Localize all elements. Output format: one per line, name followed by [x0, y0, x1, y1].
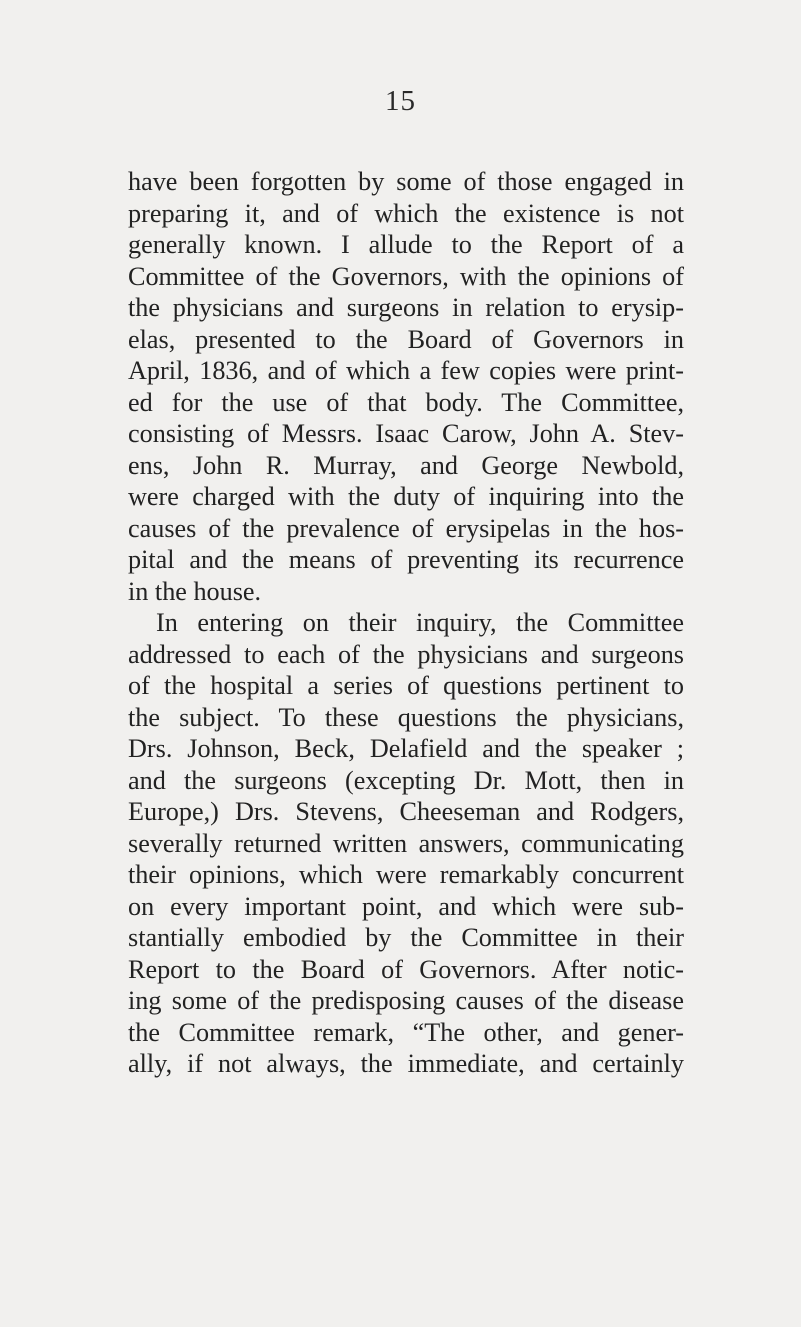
text-line: have been forgotten by some of those engaged in	[128, 167, 684, 196]
text-line: pital and the means of preventing its recurrence	[128, 545, 684, 574]
text-line: on every important point, and which were sub-	[128, 891, 684, 921]
text-line: elas, presented to the Board of Governors in	[128, 324, 684, 354]
text-line: Drs. Johnson, Beck, Delafield and the speaker ;	[128, 734, 684, 763]
text-line: April, 1836, and of which a few copies were print-	[128, 356, 684, 385]
text-line: their opinions, which were remarkably concurrent	[128, 860, 684, 889]
text-line: ally, if not always, the immediate, and certainly	[128, 1049, 684, 1078]
text-line: of the hospital a series of questions pertinent to	[128, 671, 684, 700]
text-line: ing some of the predisposing causes of the disease	[128, 986, 684, 1015]
text-line: preparing it, and of which the existence is not	[128, 198, 684, 228]
text-line: ens, John R. Murray, and George Newbold,	[128, 450, 684, 480]
text-line: and the surgeons (excepting Dr. Mott, then in	[128, 765, 684, 795]
page-number: 15	[385, 85, 416, 117]
text-line: the Committee remark, “The other, and gener-	[128, 1017, 684, 1047]
text-line: causes of the prevalence of erysipelas in the hos-	[128, 513, 684, 543]
text-line: consisting of Messrs. Isaac Carow, John A. Stev-	[128, 419, 684, 448]
text-line: Europe,) Drs. Stevens, Cheeseman and Rodgers,	[128, 797, 684, 826]
text-line: Report to the Board of Governors. After notic-	[128, 954, 684, 984]
text-line: severally returned written answers, communicating	[128, 828, 684, 858]
text-line: in the house.	[128, 576, 262, 606]
text-line: Committee of the Governors, with the opinions of	[128, 261, 684, 291]
text-line: generally known. I allude to the Report of a	[128, 230, 684, 259]
text-line: In entering on their inquiry, the Committee	[156, 608, 684, 637]
text-line: addressed to each of the physicians and surgeons	[128, 639, 684, 669]
text-line: ed for the use of that body. The Committee,	[128, 387, 684, 417]
text-line: stantially embodied by the Committee in their	[128, 923, 684, 952]
body-text	[128, 166, 684, 1080]
text-line: the subject. To these questions the physicians,	[128, 702, 684, 732]
text-line: were charged with the duty of inquiring into the	[128, 482, 684, 511]
text-line: the physicians and surgeons in relation to erysip-	[128, 293, 684, 322]
